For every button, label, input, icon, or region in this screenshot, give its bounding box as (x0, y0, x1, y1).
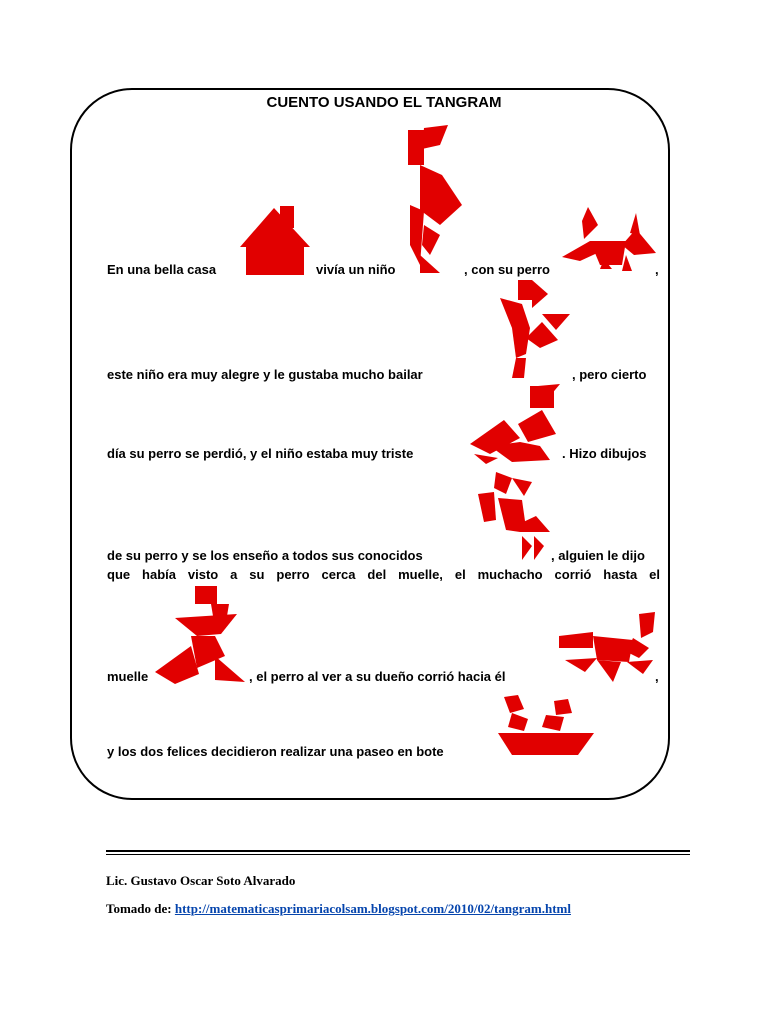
running-dog-figure (557, 612, 662, 692)
drawing-boy-figure (476, 470, 556, 562)
story-text-1d: , (655, 262, 659, 277)
story-text-7: y los dos felices decidieron realizar una paseo en bote (107, 744, 444, 759)
running-boy-figure (155, 584, 250, 686)
dog-figure (560, 205, 660, 275)
source-link[interactable]: http://matematicasprimariacolsam.blogspot.com/2010/02/tangram.html (174, 901, 571, 916)
story-text-3a: día su perro se perdió, y el niño estaba muy triste (107, 446, 414, 461)
source-line (106, 901, 571, 917)
house-figure (238, 205, 318, 277)
story-text-1b: vivía un niño (316, 262, 396, 277)
story-text-3b: . Hizo dibujos (562, 446, 647, 461)
source-label: Tomado de: (106, 901, 172, 916)
story-text-4b: , alguien le dijo (551, 548, 645, 563)
footer-divider (106, 850, 690, 852)
author-name: Lic. Gustavo Oscar Soto Alvarado (106, 873, 296, 888)
story-text-1a: En una bella casa (107, 262, 217, 277)
footer-divider-thin (106, 854, 690, 855)
story-text-2b: , pero cierto (572, 367, 647, 382)
page-title: CUENTO USANDO EL TANGRAM (266, 94, 502, 111)
story-text-6a: muelle (107, 669, 149, 684)
story-text-4a: de su perro y se los enseño a todos sus conocidos (107, 548, 423, 563)
dancer-figure (490, 278, 580, 382)
sad-boy-figure (470, 384, 570, 464)
story-text-6c: , (655, 669, 659, 684)
story-text-5: que había visto a su perro cerca del muelle, el muchacho corrió hasta el (107, 567, 660, 582)
story-text-6b: , el perro al ver a su dueño corrió hacia él (249, 669, 506, 684)
story-text-1c: , con su perro (464, 262, 550, 277)
boy-figure (400, 125, 470, 277)
story-frame (70, 88, 670, 800)
story-text-2a: este niño era muy alegre y le gustaba mucho bailar (107, 367, 423, 382)
boat-figure (498, 695, 598, 759)
